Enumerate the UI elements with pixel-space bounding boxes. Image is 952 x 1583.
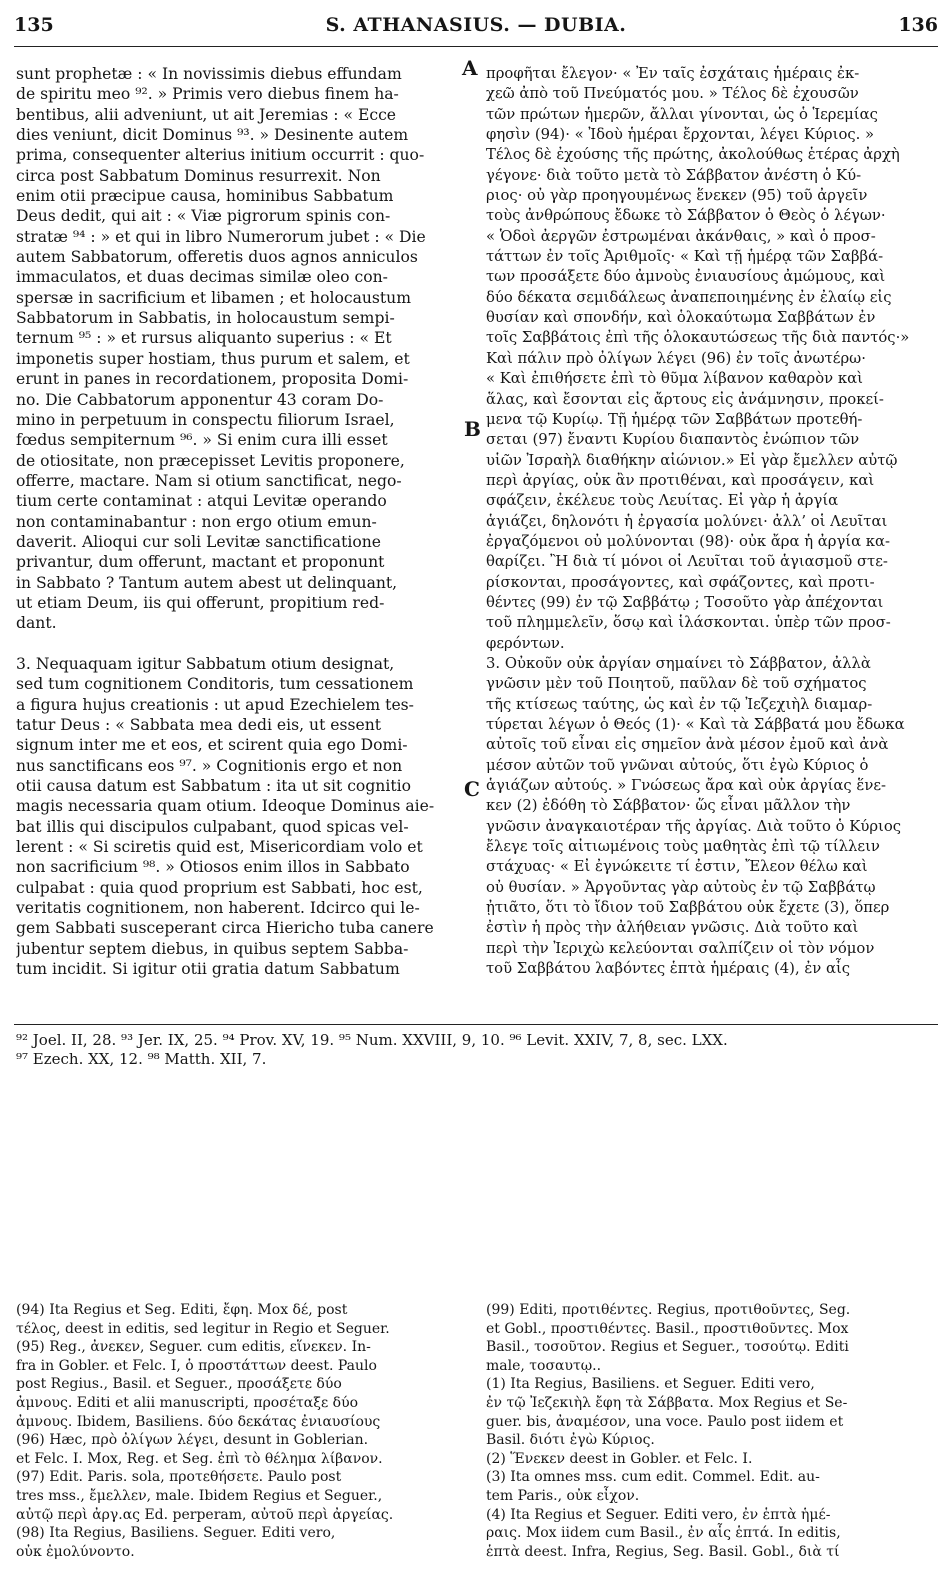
latin-line: stratæ ⁹⁴ : » et qui in libro Numerorum jubet : « Die	[16, 227, 426, 246]
scripture-note-line: ⁹² Joel. II, 28. ⁹³ Jer. IX, 25. ⁹⁴ Prov. XV, 19. ⁹⁵ Num. XXVIII, 9, 10. ⁹⁶ Levit. XXIV, 7, 8, sec. LXX.	[16, 1031, 728, 1049]
latin-line: magis necessaria quam otium. Ideoque Dominus aie-	[16, 797, 435, 816]
latin-line: ut etiam Deum, iis qui offerunt, propitium red-	[16, 593, 385, 612]
latin-line: culpabat : quia quod proprium est Sabbati, hoc est,	[16, 878, 423, 897]
latin-line: veritatis cognitionem, non haberent. Idcirco qui le-	[16, 899, 420, 918]
running-title: S. ATHANASIUS. — DUBIA.	[325, 14, 627, 36]
latin-line: non contaminabantur : non ergo otium emun-	[16, 512, 377, 531]
greek-line: προφῆται ἔλεγον· « Ἐν ταῖς ἐσχάταις ἡμέραις ἐκ-	[486, 65, 860, 82]
greek-line: θυσίαν καὶ σπονδήν, καὶ ὁλοκαύτωμα Σαββάτων ἐν	[486, 309, 876, 327]
latin-line: daverit. Alioqui cur soli Levitæ sanctificatione	[16, 532, 381, 551]
greek-line: ἐστὶν ἡ πρὸς τὴν ἀλήθειαν γνῶσις. Διὰ τοῦτο καὶ	[486, 919, 859, 937]
latin-line: prima, consequenter alterius initium occurrit : quo-	[16, 146, 425, 165]
greek-line: σφάζειν, ἐκέλευε τοὺς Λευίτας. Εἰ γὰρ ἡ ἀργία	[486, 492, 839, 510]
greek-line: ἁγιάζων αὐτούς. » Γνώσεως ἄρα καὶ οὐκ ἀργίας ἕνε-	[486, 777, 886, 795]
latin-line: otii causa datum est Sabbatum : ita ut sit cognitio	[16, 777, 411, 796]
greek-line: « Ὁδοὶ ἀεργῶν ἐστρωμέναι ἀκάνθαις, » καὶ ὁ προσ-	[486, 227, 876, 245]
critical-notes-left	[16, 1301, 476, 1561]
latin-text-column	[16, 64, 472, 979]
greek-line: τάττων ἐν τοῖς Ἀριθμοῖς· « Καὶ τῇ ἡμέρᾳ τῶν Σαββά-	[486, 248, 884, 266]
latin-line: bat illis qui discipulos culpabant, quod spicas vel-	[16, 817, 409, 836]
scripture-note-line: ⁹⁷ Ezech. XX, 12. ⁹⁸ Matth. XII, 7.	[16, 1050, 267, 1069]
latin-line: sunt prophetæ : « In novissimis diebus effundam	[16, 65, 402, 83]
greek-line: τοῦ πλημμελεῖν, ὅσῳ καὶ ἱλάσκονται. ὑπὲρ τῶν προσ-	[486, 614, 891, 632]
latin-line: ternum ⁹⁵ : » et rursus aliquanto superius : « Et	[16, 329, 392, 348]
greek-line: υἱῶν Ἰσραὴλ διαθήκην αἰώνιον.» Εἰ γὰρ ἔμελλεν αὐτῷ	[486, 451, 898, 469]
note-line: (4) Ita Regius et Seguer. Editi vero, ἐν ἑπτὰ ἡμέ-	[486, 1506, 831, 1523]
note-line: Basil. διότι ἐγὼ Κύριος.	[486, 1432, 655, 1449]
latin-line: erunt in panes in recordationem, proposita Domi-	[16, 370, 409, 389]
greek-line: ἅλας, καὶ ἔσονται εἰς ἄρτους εἰς ἀνάμνησιν, προκεί-	[486, 390, 884, 408]
latin-line: spersæ in sacrificium et libamen ; et holocaustum	[16, 288, 412, 307]
note-line: post Regius., Basil. et Seguer., προσάξετε δύο	[16, 1376, 342, 1393]
greek-line: τοῖς Σαββάτοις ἐπὶ τῆς ὁλοκαυτώσεως τῆς διὰ παντός·»	[486, 329, 910, 347]
note-line: τέλος, deest in editis, sed legitur in Regio et Seguer.	[16, 1320, 390, 1337]
latin-line: Deus dedit, qui ait : « Viæ pigrorum spinis con-	[16, 207, 391, 226]
greek-line: γνῶσιν ἀναγκαιοτέραν τῆς ἀργίας. Διὰ τοῦτο ὁ Κύριος	[486, 817, 902, 835]
note-line: guer. bis, ἀναμέσον, una voce. Paulo post iidem et	[486, 1413, 844, 1430]
latin-line: dant.	[16, 614, 57, 633]
page-number-left: 135	[14, 14, 54, 36]
note-line: ἀμνους. Editi et alii manuscripti, προσέταξε δύο	[16, 1394, 359, 1411]
note-line: (94) Ita Regius et Seg. Editi, ἔφη. Mox δέ, post	[16, 1302, 348, 1318]
greek-line: ριος· οὐ γὰρ προηγουμένως ἕνεκεν (95) τοῦ ἀργεῖν	[486, 187, 868, 205]
note-line: ραις. Mox iidem cum Basil., ἐν αἷς ἑπτά. In editis,	[486, 1525, 841, 1542]
latin-line: nus sanctificans eos ⁹⁷. » Cognitionis ergo et non	[16, 756, 403, 775]
greek-line: θαρίζει. Ἢ διὰ τί μόνοι οἱ Λευῖται τοῦ ἁγιασμοῦ στε-	[486, 553, 888, 571]
greek-line: 3. Οὐκοῦν οὐκ ἀργίαν σημαίνει τὸ Σάββατον, ἀλλὰ	[486, 654, 871, 672]
greek-line: τύρεται λέγων ὁ Θεός (1)· « Καὶ τὰ Σάββατά μου ἔδωκα	[486, 716, 905, 733]
greek-line: ἁγιάζει, δηλονότι ἡ ἐργασία μολύνει· ἀλλ’ οἱ Λευῖται	[486, 512, 888, 530]
latin-line: jubentur septem diebus, in quibus septem Sabba-	[16, 939, 409, 958]
note-line: male, τοσαυτῳ..	[486, 1357, 602, 1374]
latin-line: tium certe contaminat : atqui Levitæ operando	[16, 492, 387, 511]
note-line: (97) Edit. Paris. sola, προτεθήσετε. Paulo post	[16, 1469, 342, 1486]
latin-line	[16, 634, 472, 654]
latin-line: de spiritu meo ⁹². » Primis vero diebus finem ha-	[16, 85, 399, 104]
greek-line: αὐτοῖς τοῦ εἶναι εἰς σημεῖον ἀνὰ μέσον ἐμοῦ καὶ ἀνὰ	[486, 736, 889, 754]
latin-line: tum incidit. Si igitur otii gratia datum Sabbatum	[16, 960, 400, 979]
note-line: ἐν τῷ Ἰεζεκιὴλ ἔφη τὰ Σάββατα. Mox Regius et Se-	[486, 1394, 848, 1411]
note-line: (2) Ἕνεκεν deest in Gobler. et Felc. I.	[486, 1450, 753, 1467]
latin-line: fœdus sempiternum ⁹⁶. » Si enim cura illi esset	[16, 431, 388, 450]
latin-line: Sabbatorum in Sabbatis, in holocaustum sempi-	[16, 309, 395, 328]
greek-line: περὶ τὴν Ἰεριχὼ κελεύονται σαλπίζειν οἱ τὸν νόμον	[486, 939, 875, 957]
margin-letter-b: B	[464, 417, 481, 441]
note-line: (99) Editi, προτιθέντες. Regius, προτιθοῦντες, Seg.	[486, 1302, 851, 1318]
latin-line: autem Sabbatorum, offeretis duos agnos anniculos	[16, 248, 418, 267]
greek-line: χεῶ ἀπὸ τοῦ Πνεύματός μου. » Τέλος δὲ ἐχουσῶν	[486, 85, 859, 103]
greek-line: ρίσκονται, προσάγοντες, καὶ σφάζοντες, καὶ προτι-	[486, 573, 875, 591]
greek-line: φησὶν (94)· « Ἰδοὺ ἡμέραι ἔρχονται, λέγει Κύριος. »	[486, 126, 875, 144]
latin-line: sed tum cognitionem Conditoris, tum cessationem	[16, 675, 414, 694]
page-number-right: 136	[898, 14, 938, 36]
greek-line: στάχυας· « Εἰ ἐγνώκειτε τί ἐστιν, Ἔλεον θέλω καὶ	[486, 858, 868, 876]
latin-line: gem Sabbati susceperant circa Hiericho tuba canere	[16, 919, 434, 938]
latin-line: offerre, mactare. Nam si otium sanctificat, nego-	[16, 471, 402, 490]
note-line: tem Paris., οὐκ εἶχον.	[486, 1487, 640, 1504]
latin-line: bentibus, alii adveniunt, ut ait Jeremias : « Ecce	[16, 105, 397, 124]
greek-line: οὐ θυσίαν. » Ἀργοῦντας γὰρ αὐτοὺς ἐν τῷ Σαββάτῳ	[486, 878, 876, 896]
greek-line: σεται (97) ἔναντι Κυρίου διαπαντὸς ἐνώπιον τῶν	[486, 431, 860, 449]
note-line: et Felc. I. Mox, Reg. et Seg. ἐπὶ τὸ θέλημα λίβανον.	[16, 1450, 383, 1467]
note-line: et Gobl., προστιθέντες. Basil., προστιθοῦντες. Mox	[486, 1320, 849, 1337]
greek-line: τῶν πρώτων ἡμερῶν, ἄλλαι γίνονται, ὡς ὁ Ἱερεμίας	[486, 105, 878, 123]
note-line: οὐκ ἐμολύνοντο.	[16, 1543, 135, 1560]
note-line: (95) Reg., ἀνεκεν, Seguer. cum editis, εἵνεκεν. In-	[16, 1339, 371, 1356]
greek-line: ᾐτιᾶτο, ὅτι τὸ ἴδιον τοῦ Σαββάτου οὐκ ἔχετε (3), ὅπερ	[486, 899, 890, 917]
greek-line: « Καὶ ἐπιθήσετε ἐπὶ τὸ θῦμα λίβανον καθαρὸν καὶ	[486, 370, 863, 388]
greek-line: φερόντων.	[486, 634, 565, 652]
critical-notes-right	[486, 1301, 936, 1561]
greek-line: περὶ ἀργίας, οὐκ ἂν προτιθέναι, καὶ προσάγειν, καὶ	[486, 471, 875, 489]
running-header	[14, 14, 938, 44]
latin-line: enim otii præcipue causa, hominibus Sabbatum	[16, 187, 394, 206]
note-line: ἀμνους. Ibidem, Basiliens. δύο δεκάτας ἐνιαυσίους	[16, 1413, 381, 1430]
greek-line: τοῦ Σαββάτου λαβόντες ἑπτὰ ἡμέραις (4), ἐν αἷς	[486, 960, 851, 978]
note-line: Basil., τοσοῦτον. Regius et Seguer., τοσούτῳ. Editi	[486, 1339, 849, 1356]
text-footnote-rule	[14, 1024, 938, 1025]
latin-line: immaculatos, et duas decimas similæ oleo con-	[16, 268, 388, 287]
latin-line: non sacrificium ⁹⁸. » Otiosos enim illos in Sabbato	[16, 858, 410, 877]
greek-line: γέγονε· διὰ τοῦτο μετὰ τὸ Σάββατον ἀνέστη ὁ Κύ-	[486, 166, 862, 184]
latin-line: imponetis super hostiam, thus purum et salem, et	[16, 349, 410, 368]
greek-line: ἐργαζόμενοι οὐ μολύνονται (98)· οὐκ ἄρα ἡ ἀργία κα-	[486, 532, 891, 550]
note-line: αὐτῷ περὶ ἀργ.ας Ed. perperam, αὐτοῦ περὶ ἀργείας.	[16, 1506, 394, 1523]
header-rule	[14, 46, 938, 47]
latin-line: in Sabbato ? Tantum autem abest ut delinquant,	[16, 573, 398, 592]
greek-line: τοὺς ἀνθρώπους ἔδωκε τὸ Σάββατον ὁ Θεὸς ὁ λέγων·	[486, 207, 886, 225]
latin-line: lerent : « Si sciretis quid est, Misericordiam volo et	[16, 838, 423, 857]
note-line: ἑπτὰ deest. Infra, Regius, Seg. Basil. Gobl., διὰ τί	[486, 1543, 840, 1560]
latin-line: no. Die Cabbatorum apponentur 43 coram Do-	[16, 390, 384, 409]
latin-line: mino in perpetuum in conspectu filiorum Israel,	[16, 410, 395, 429]
greek-line: ἔλεγε τοῖς αἰτιωμένοις τοὺς μαθητὰς ἐπὶ τῷ τίλλειν	[486, 838, 880, 856]
latin-line: signum inter me et eos, et scirent quia ego Domi-	[16, 736, 408, 755]
margin-letter-a: A	[462, 56, 478, 80]
latin-line: 3. Nequaquam igitur Sabbatum otium designat,	[16, 654, 395, 673]
greek-line: κεν (2) ἐδόθη τὸ Σάββατον· ὥς εἶναι μᾶλλον τὴν	[486, 797, 851, 815]
greek-line: μέσον αὐτῶν τοῦ γνῶναι αὐτούς, ὅτι ἐγὼ Κύριος ὁ	[486, 756, 869, 774]
latin-line: tatur Deus : « Sabbata mea dedi eis, ut essent	[16, 716, 382, 734]
greek-text-column	[486, 64, 936, 979]
greek-line: θέντες (99) ἐν τῷ Σαββάτῳ ; Τοσοῦτο γὰρ ἀπέχονται	[486, 593, 884, 611]
margin-letter-c: C	[464, 777, 480, 801]
greek-line: δύο δέκατα σεμιδάλεως ἀναπεποιημένης ἐν ἐλαίῳ εἰς	[486, 288, 892, 306]
note-line: (98) Ita Regius, Basiliens. Seguer. Editi vero,	[16, 1525, 336, 1542]
note-line: fra in Gobler. et Felc. I, ὁ προστάττων deest. Paulo	[16, 1357, 377, 1374]
latin-line: dies veniunt, dicit Dominus ⁹³. » Desinente autem	[16, 126, 409, 145]
greek-line: μενα τῷ Κυρίῳ. Τῇ ἡμέρᾳ τῶν Σαββάτων προτεθή-	[486, 410, 863, 428]
scripture-references	[16, 1031, 936, 1070]
latin-line: a figura hujus creationis : ut apud Ezechielem tes-	[16, 695, 414, 714]
greek-line: τῆς κτίσεως ταύτης, ὡς καὶ ἐν τῷ Ἰεζεχιὴλ διαμαρ-	[486, 695, 873, 713]
greek-line: Καὶ πάλιν πρὸ ὀλίγων λέγει (96) ἐν τοῖς ἀνωτέρω·	[486, 349, 866, 367]
latin-line: de otiositate, non præcepisset Levitis proponere,	[16, 451, 405, 470]
note-line: tres mss., ἔμελλεν, male. Ibidem Regius et Seguer.,	[16, 1487, 383, 1504]
greek-line: γνῶσιν μὲν τοῦ Ποιητοῦ, παῦλαν δὲ τοῦ σχήματος	[486, 675, 867, 693]
greek-line: Τέλος δὲ ἐχούσης τῆς πρώτης, ἀκολούθως ἑτέρας ἀρχὴ	[486, 146, 900, 164]
note-line: (1) Ita Regius, Basiliens. et Seguer. Editi vero,	[486, 1376, 815, 1393]
latin-line: privantur, dum offerunt, mactant et proponunt	[16, 553, 385, 572]
note-line: (3) Ita omnes mss. cum edit. Commel. Edit. au-	[486, 1469, 820, 1486]
greek-line: των προσάξετε δύο ἀμνοὺς ἐνιαυσίους ἀμώμους, καὶ	[486, 268, 886, 286]
latin-line: circa post Sabbatum Dominus resurrexit. Non	[16, 166, 381, 185]
note-line: (96) Hæc, πρὸ ὀλίγων λέγει, desunt in Goblerian.	[16, 1432, 369, 1449]
